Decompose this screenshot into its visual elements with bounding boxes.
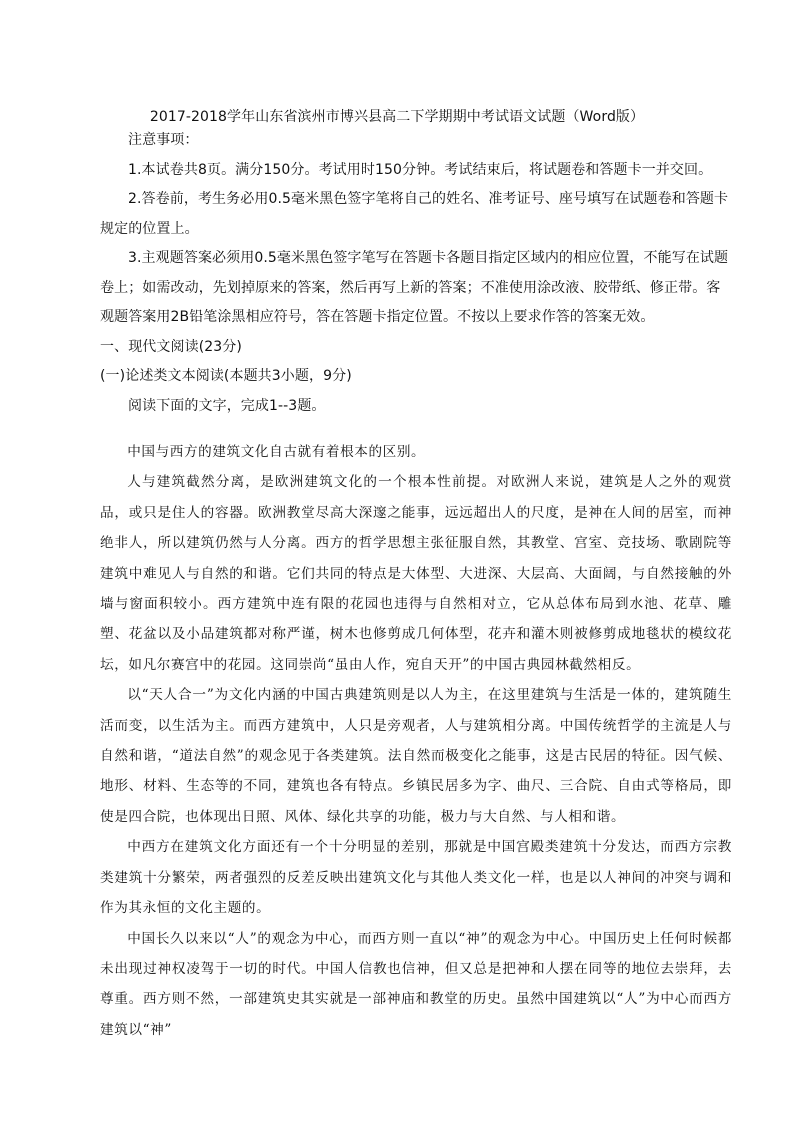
notice-block [100,126,732,421]
section-heading: 一、现代文阅读(23分) [100,338,242,355]
reading-passage [100,437,732,1045]
passage-paragraph: 以“天人合一”为文化内涵的中国古典建筑则是以人为主，在这里建筑与生活是一体的，建筑随生活而变，以生活为主。而西方建筑中，人只是旁观者，人与建筑相分离。中国传统哲学的主流是人与自然和谐，“道法自然”的观念见于各类建筑。法自然而极变化之能事，这是古民居的特征。因气候、地形、材料、生态等的不同，建筑也各有特点。乡镇民居多为字、曲尺、三合院、自由式等格局，即使是四合院，也体现出日照、风体、绿化共享的功能，极力与大自然、与人相和谐。 [100,687,732,825]
passage-paragraph: 中西方在建筑文化方面还有一个十分明显的差别，那就是中国宫殿类建筑十分发达，而西方宗教类建筑十分繁荣，两者强烈的反差反映出建筑文化与其他人类文化一样，也是以人神间的冲突与调和作为其永恒的文化主题的。 [100,839,732,917]
notice-item-2: 2.答卷前，考生务必用0.5毫米黑色签字笔将自己的姓名、准考证号、座号填写在试题卷和答题卡规定的位置上。 [100,191,729,237]
passage-paragraph: 人与建筑截然分离，是欧洲建筑文化的一个根本性前提。对欧洲人来说，建筑是人之外的观赏品，或只是住人的容器。欧洲教堂尽高大深邃之能事，远远超出人的尺度，是神在人间的居室，而神绝非人，所以建筑仍然与人分离。西方的哲学思想主张征服自然，其教堂、宫室、竞技场、歌剧院等建筑中难见人与自然的和谐。它们共同的特点是大体型、大进深、大层高、大面阔，与自然接触的外墙与窗面积较小。西方建筑中连有限的花园也违得与自然相对立，它从总体布局到水池、花草、雕塑、花盆以及小品建筑都对称严谨，树木也修剪成几何体型，花卉和灌木则被修剪成地毯状的模纹花坛，如凡尔赛宫中的花园。这同崇尚“虽由人作，宛自天开”的中国古典园林截然相反。 [100,474,732,673]
document-title: 2017-2018学年山东省滨州市博兴县高二下学期期中考试语文试题（Word版） [149,109,645,125]
notice-item-3: 3.主观题答案必须用0.5毫米黑色签字笔写在答题卡各题目指定区域内的相应位置，不能写在试题卷上；如需改动，先划掉原来的答案，然后再写上新的答案；不准使用涂改液、胶带纸、修正带。客观题答案用2B铅笔涂黑相应符号，答在答题卡指定位置。不按以上要求作答的答案无效。 [100,250,729,325]
passage-paragraph: 中国与西方的建筑文化自古就有着根本的区别。 [127,444,426,460]
subsection-heading: (一)论述类文本阅读(本题共3小题，9分) [100,368,352,384]
reading-instruction: 阅读下面的文字，完成1--3题。 [128,397,326,414]
notice-heading: 注意事项： [128,132,199,148]
passage-paragraph: 中国长久以来以“人”的观念为中心，而西方则一直以“神”的观念为中心。中国历史上任何时候都未出现过神权凌驾于一切的时代。中国人信教也信神，但又总是把神和人摆在同等的地位去崇拜，去尊重。西方则不然，一部建筑史其实就是一部神庙和教堂的历史。虽然中国建筑以“人”为中心而西方建筑以“神” [100,930,732,1038]
notice-item-1: 1.本试卷共8页。满分150分。考试用时150分钟。考试结束后，将试题卷和答题卡一并交回。 [128,161,713,178]
